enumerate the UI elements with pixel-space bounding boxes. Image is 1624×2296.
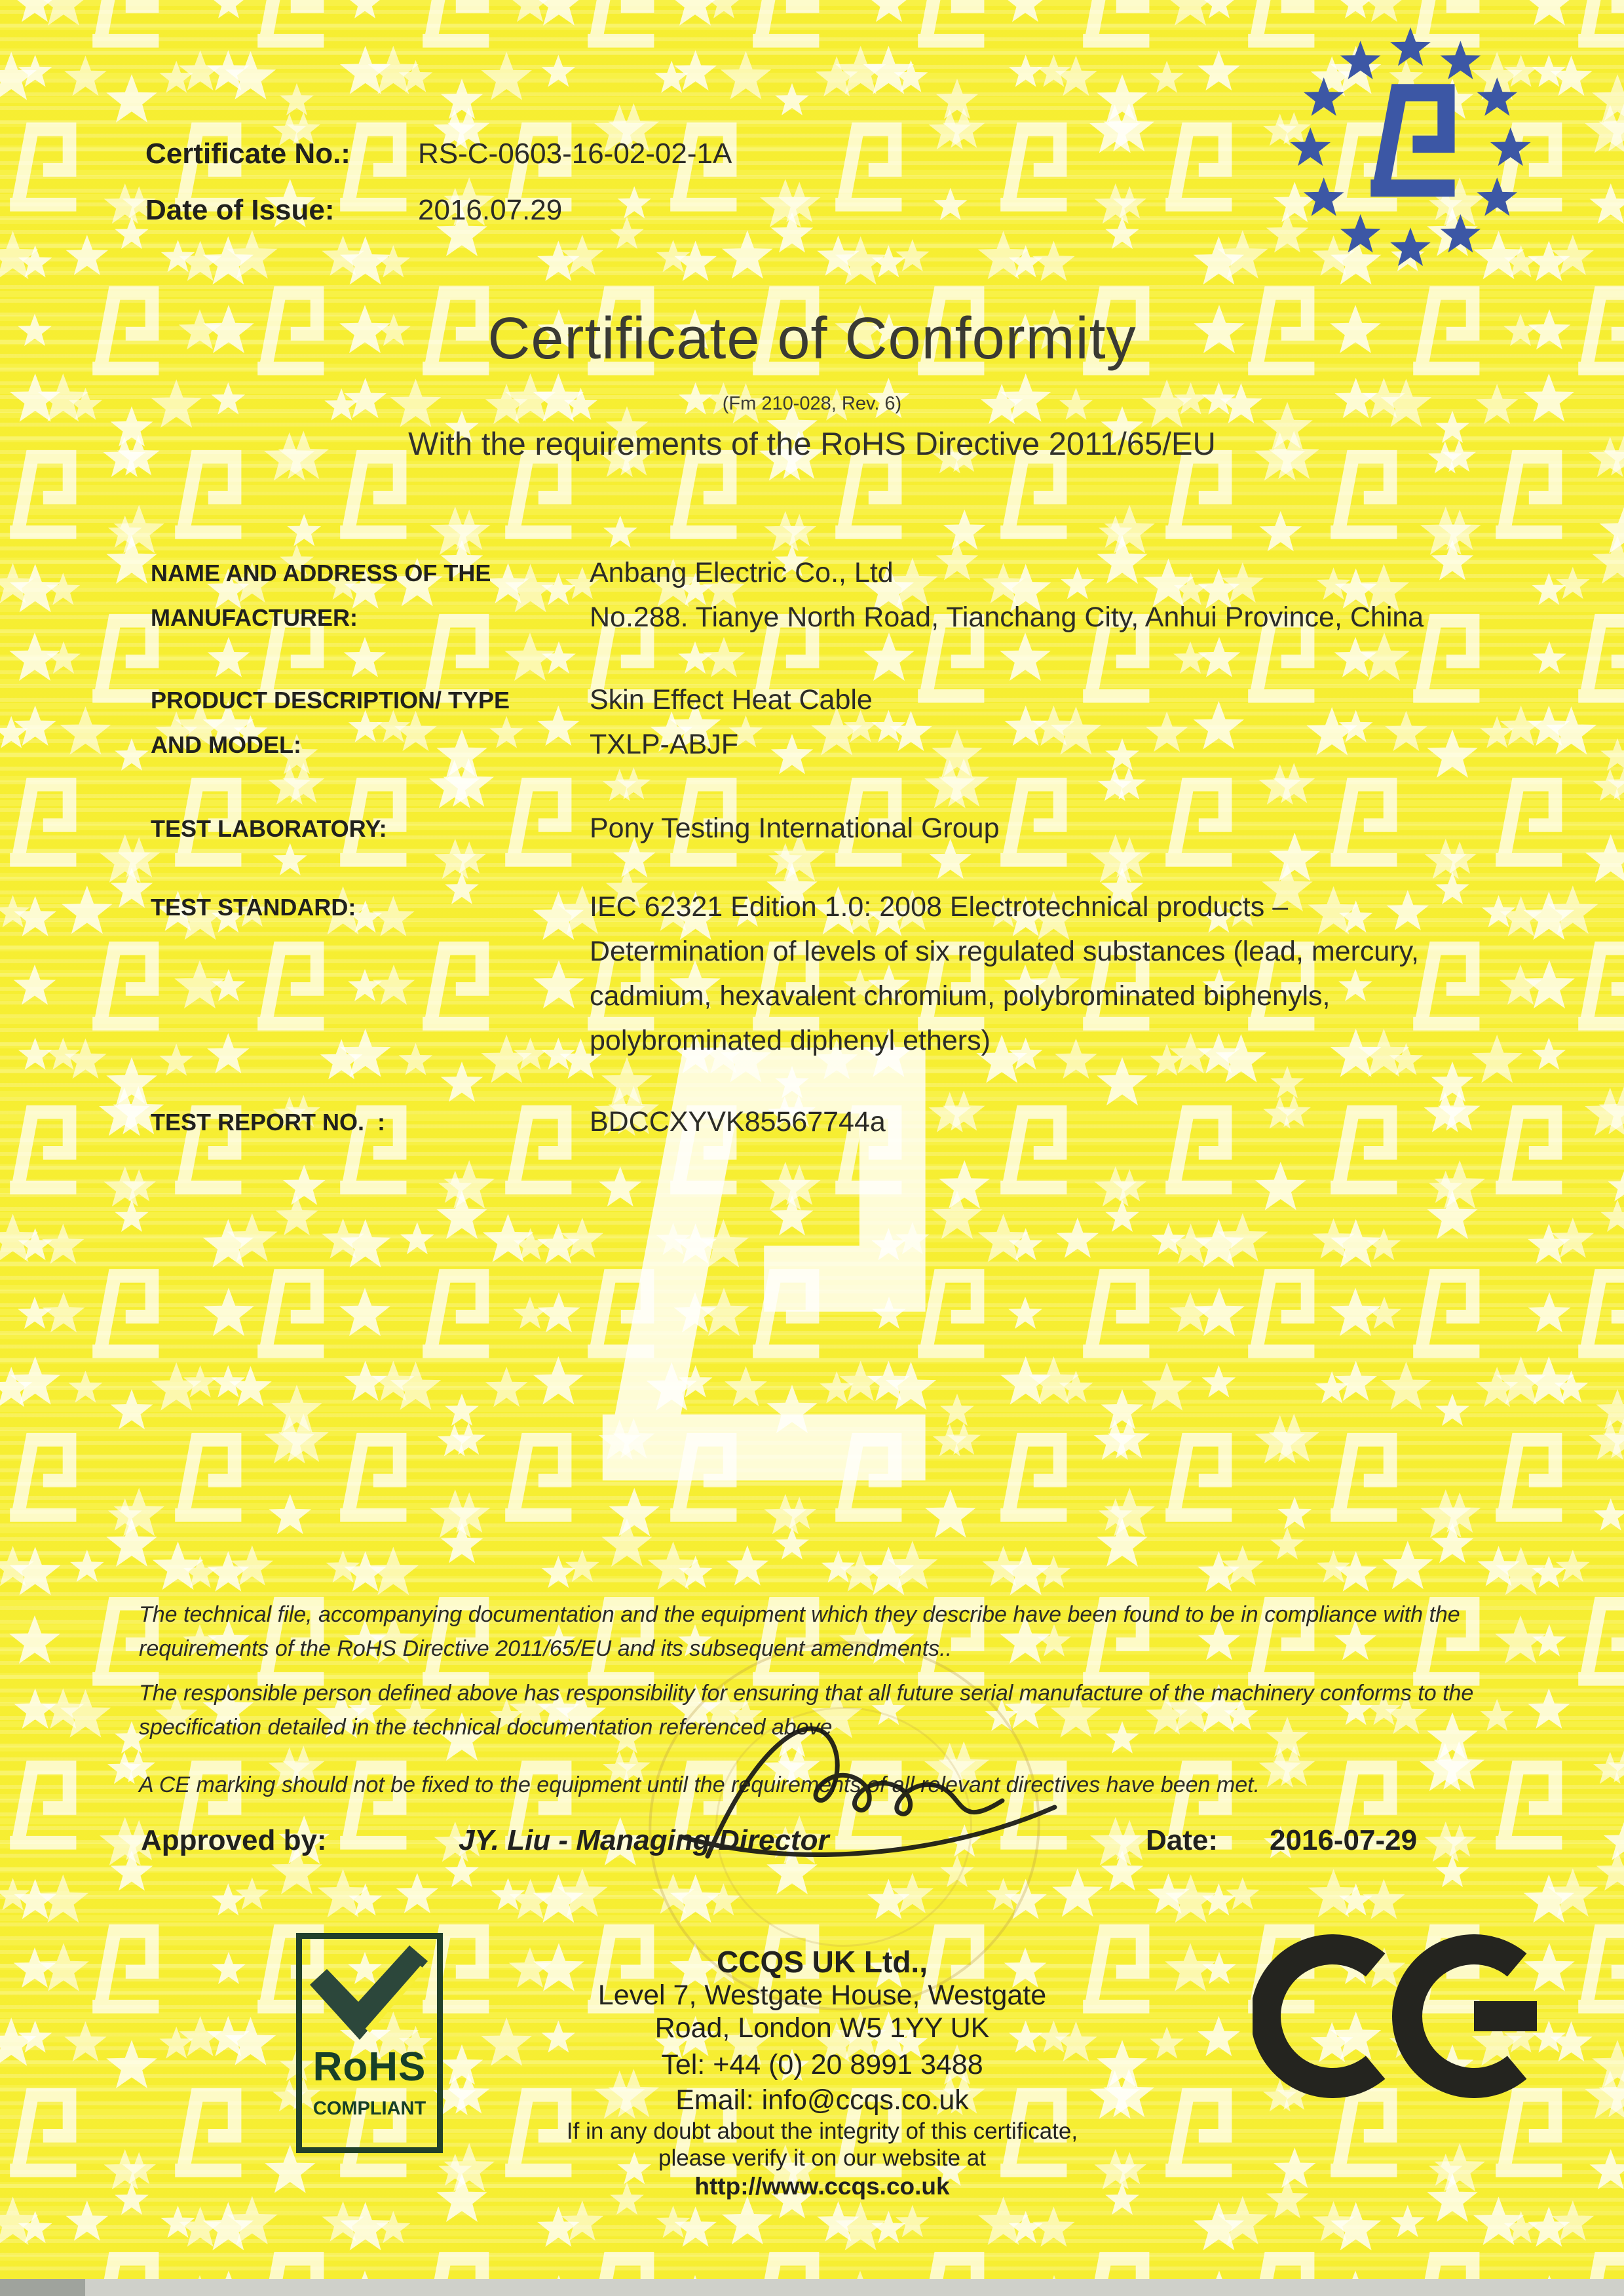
manufacturer-name: Anbang Electric Co., Ltd bbox=[590, 557, 894, 588]
form-reference: (Fm 210-028, Rev. 6) bbox=[722, 393, 902, 414]
test-report-no-value: BDCCXYVK85567744a bbox=[590, 1106, 886, 1138]
date-of-issue-value: 2016.07.29 bbox=[418, 194, 563, 226]
issuer-address-line1: Level 7, Westgate House, Westgate bbox=[597, 1980, 1047, 2011]
test-report-no-label: TEST REPORT NO. : bbox=[151, 1109, 386, 1136]
manufacturer-address: No.288. Tianye North Road, Tianchang City, Anhui Province, China bbox=[590, 602, 1424, 633]
product-description: Skin Effect Heat Cable bbox=[590, 684, 873, 716]
approval-date-value: 2016-07-29 bbox=[1270, 1824, 1418, 1856]
product-label-line1: PRODUCT DESCRIPTION/ TYPE bbox=[151, 687, 510, 714]
issuer-telephone: Tel: +44 (0) 20 8991 3488 bbox=[661, 2049, 983, 2080]
product-label-line2: AND MODEL: bbox=[151, 731, 301, 758]
date-of-issue-label: Date of Issue: bbox=[145, 194, 335, 226]
certificate-no-value: RS-C-0603-16-02-02-1A bbox=[418, 138, 732, 170]
certificate-no-label: Certificate No.: bbox=[145, 138, 350, 170]
approval-date-label: Date: bbox=[1146, 1824, 1218, 1856]
issuer-note-line1: If in any doubt about the integrity of this certificate, bbox=[566, 2118, 1078, 2144]
test-standard-label: TEST STANDARD: bbox=[151, 894, 356, 921]
test-standard-line2: Determination of levels of six regulated substances (lead, mercury, bbox=[590, 936, 1419, 967]
page-subtitle: With the requirements of the RoHS Directive 2011/65/EU bbox=[408, 427, 1216, 462]
test-laboratory-label: TEST LABORATORY: bbox=[151, 815, 387, 842]
scan-edge-smudge bbox=[0, 2279, 85, 2296]
manufacturer-label-line1: NAME AND ADDRESS OF THE bbox=[151, 560, 491, 586]
issuer-name: CCQS UK Ltd., bbox=[717, 1945, 928, 1979]
scan-edge bbox=[0, 2279, 1624, 2296]
rohs-logo-subtitle: COMPLIANT bbox=[312, 2098, 426, 2119]
manufacturer-label-line2: MANUFACTURER: bbox=[151, 604, 358, 631]
issuer-note-line2: please verify it on our website at bbox=[658, 2145, 986, 2171]
test-standard-line3: cadmium, hexavalent chromium, polybrominated biphenyls, bbox=[590, 980, 1331, 1012]
eu-stars-logo bbox=[1279, 17, 1542, 280]
issuer-address-line2: Road, London W5 1YY UK bbox=[654, 2012, 990, 2044]
legal-paragraph-3: A CE marking should not be fixed to the equipment until the requirements of all relevant directives have been met. bbox=[139, 1772, 1260, 1797]
rohs-compliant-logo bbox=[296, 1933, 443, 2153]
check-icon bbox=[305, 1944, 436, 2042]
issuer-email: Email: info@ccqs.co.uk bbox=[675, 2084, 969, 2116]
approved-by-name: JY. Liu - Managing Director bbox=[459, 1824, 829, 1856]
approved-by-label: Approved by: bbox=[141, 1824, 327, 1856]
ce-mark bbox=[1253, 1934, 1554, 2098]
test-standard-line1: IEC 62321 Edition 1.0: 2008 Electrotechnical products – bbox=[590, 891, 1289, 923]
page-title: Certificate of Conformity bbox=[487, 306, 1137, 372]
rohs-logo-title: RoHS bbox=[312, 2044, 426, 2090]
issuer-block bbox=[518, 1945, 1127, 2202]
product-model: TXLP-ABJF bbox=[590, 729, 738, 760]
legal-paragraph-1: The technical file, accompanying documentation and the equipment which they describe have been found to be in compliance with the requirements of the RoHS Directive 2011/65/EU and its subsequent amendments.. bbox=[139, 1602, 1460, 1661]
test-laboratory-value: Pony Testing International Group bbox=[590, 813, 1000, 844]
issuer-website-url: http://www.ccqs.co.uk bbox=[694, 2173, 950, 2200]
legal-paragraph-2: The responsible person defined above has responsibility for ensuring that all future serial manufacture of the machinery conforms to the specification detailed in the technical documentation referenced above bbox=[139, 1681, 1474, 1740]
test-standard-line4: polybrominated diphenyl ethers) bbox=[590, 1025, 991, 1056]
